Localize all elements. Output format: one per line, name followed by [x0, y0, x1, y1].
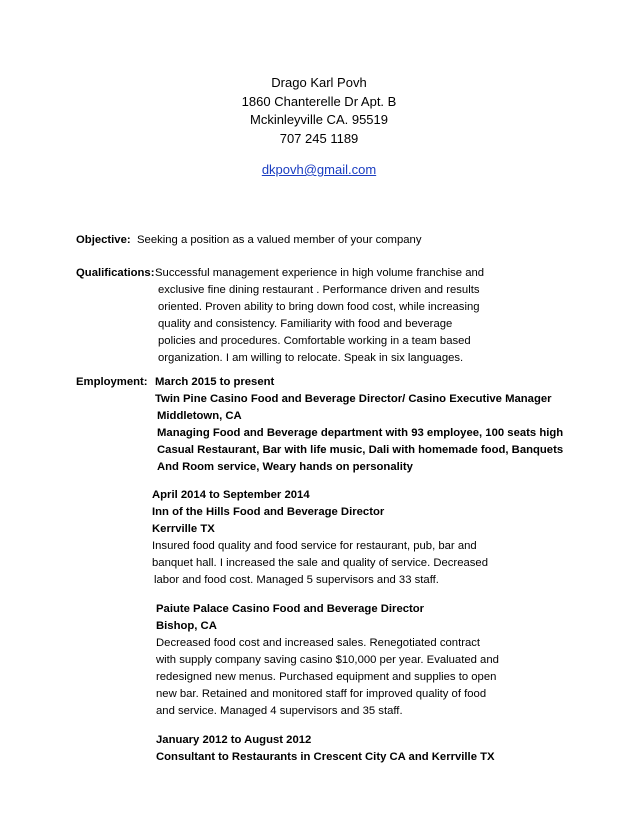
qualifications-line: Successful management experience in high volume franchise and [155, 267, 485, 279]
objective-text: Seeking a position as a valued member of your company [137, 234, 422, 246]
job-description-line: new bar. Retained and monitored staff for improved quality of food [156, 688, 487, 700]
job-description-line: banquet hall. I increased the sale and quality of service. Decreased [152, 557, 488, 569]
objective-label: Objective: [76, 234, 131, 246]
phone-number: 707 245 1189 [279, 130, 359, 146]
job-description-line: And Room service, Weary hands on personality [157, 461, 413, 473]
job-location: Bishop, CA [156, 620, 217, 632]
job-description-line: with supply company saving casino $10,000 per year. Evaluated and [156, 654, 499, 666]
job-date: January 2012 to August 2012 [156, 734, 312, 746]
job-description-line: and service. Managed 4 supervisors and 35 staff. [156, 705, 403, 717]
job-description-line: redesigned new menus. Purchased equipment and supplies to open [156, 671, 497, 683]
qualifications-line: exclusive fine dining restaurant . Performance driven and results [158, 284, 480, 296]
job-description-line: Decreased food cost and increased sales. Renegotiated contract [156, 637, 481, 649]
job-title: Twin Pine Casino Food and Beverage Director/ Casino Executive Manager [155, 393, 552, 405]
job-description-line: Insured food quality and food service for restaurant, pub, bar and [152, 540, 477, 552]
job-location: Kerrville TX [152, 523, 215, 535]
job-title: Paiute Palace Casino Food and Beverage Director [156, 603, 425, 615]
job-description-line: labor and food cost. Managed 5 supervisors and 33 staff. [154, 574, 439, 586]
qualifications-label: Qualifications: [76, 267, 155, 279]
job-title: Consultant to Restaurants in Crescent City CA and Kerrville TX [156, 751, 495, 763]
qualifications-line: organization. I am willing to relocate. Speak in six languages. [158, 352, 464, 364]
address-line-2: Mckinleyville CA. 95519 [249, 112, 388, 127]
qualifications-line: quality and consistency. Familiarity with food and beverage [158, 318, 453, 330]
qualifications-line: policies and procedures. Comfortable working in a team based [158, 335, 471, 347]
employment-label: Employment: [76, 376, 148, 388]
address-line-1: 1860 Chanterelle Dr Apt. B [241, 93, 397, 109]
applicant-name: Drago Karl Povh [271, 75, 367, 90]
job-description-line: Casual Restaurant, Bar with life music, Dali with homemade food, Banquets [157, 444, 564, 456]
job-date: April 2014 to September 2014 [152, 489, 310, 501]
job-title: Inn of the Hills Food and Beverage Director [152, 506, 385, 518]
email-link[interactable]: dkpovh@gmail.com [261, 162, 377, 177]
email-row [0, 162, 638, 177]
qualifications-line: oriented. Proven ability to bring down food cost, while increasing [158, 301, 480, 313]
job-description-line: Managing Food and Beverage department with 93 employee, 100 seats high [157, 427, 564, 439]
contact-header [0, 74, 638, 148]
job-location: Middletown, CA [157, 410, 242, 422]
job-date: March 2015 to present [155, 376, 275, 388]
